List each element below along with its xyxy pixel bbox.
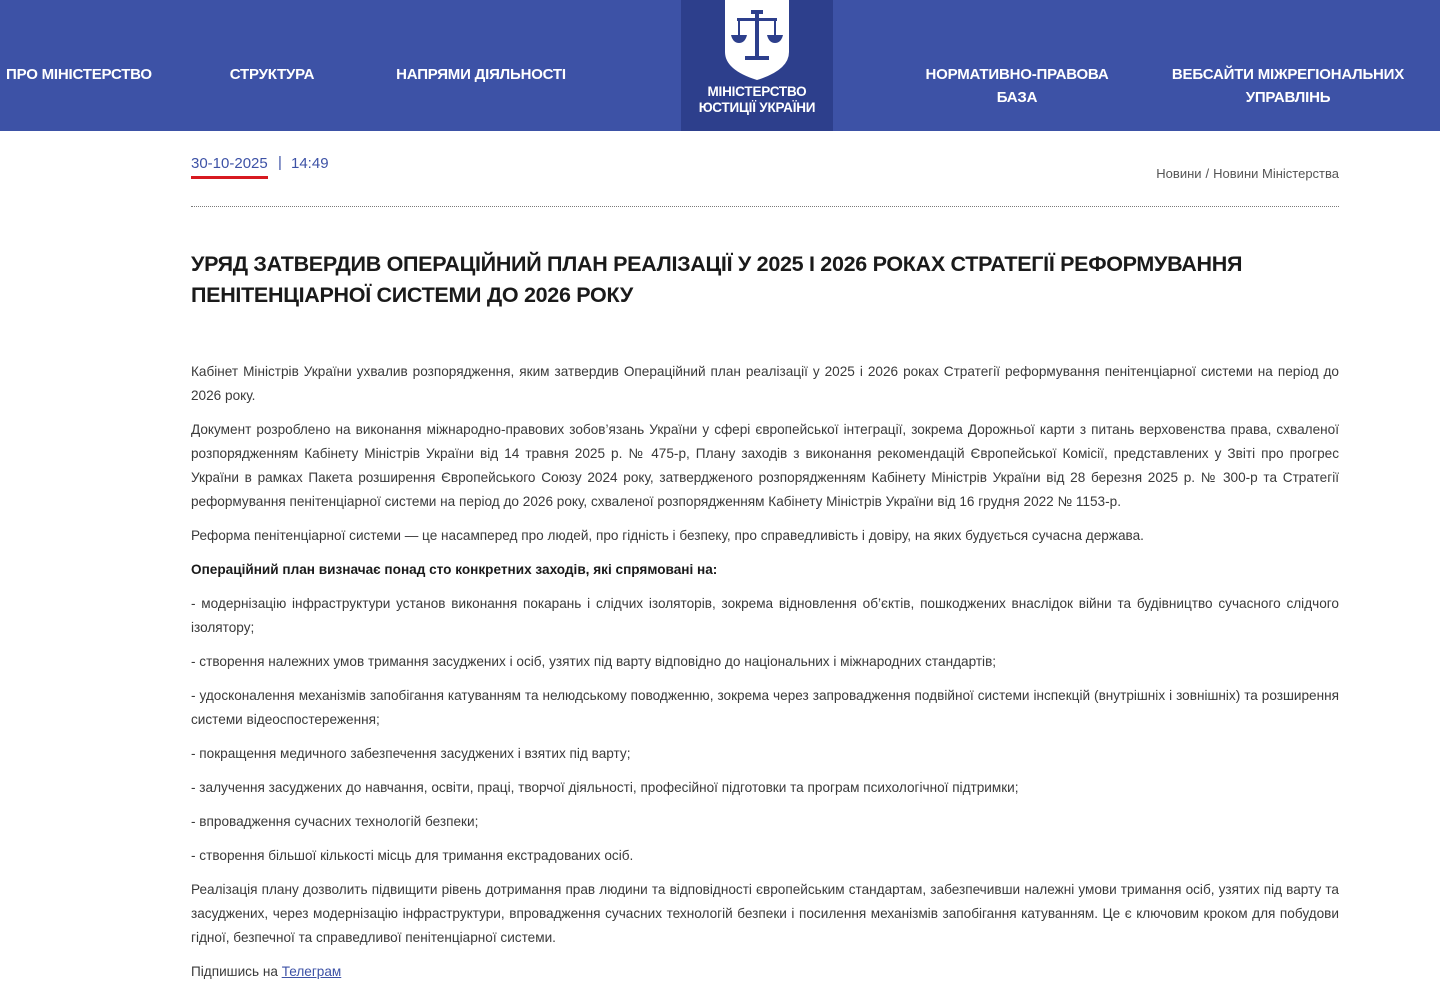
logo-line-2: ЮСТИЦІЇ УКРАЇНИ bbox=[698, 100, 816, 115]
telegram-link[interactable]: Телеграм bbox=[281, 964, 342, 979]
ministry-logo[interactable] bbox=[681, 0, 833, 131]
list-item: - створення більшої кількості місць для тримання екстрадованих осіб. bbox=[191, 848, 634, 863]
subscribe-line bbox=[191, 960, 1339, 984]
breadcrumb-ministry-news[interactable]: Новини Міністерства bbox=[1213, 166, 1339, 181]
scales-emblem-icon bbox=[725, 0, 789, 80]
nav-regional-websites-line-2: УПРАВЛІНЬ bbox=[1245, 89, 1331, 106]
breadcrumb-separator: / bbox=[1205, 166, 1210, 181]
list-item: - створення належних умов тримання засуджених і осіб, узятих під варту відповідно до національних і міжнародних стандартів; bbox=[191, 654, 997, 669]
list-item: - удосконалення механізмів запобігання катуванням та нелюдському поводженню, зокрема через запровадження подвійної системи інспекцій (внутрішніх і зовнішніх) та розширення системи відеоспостереження; bbox=[191, 688, 1339, 727]
nav-legal-base-line-2: БАЗА bbox=[996, 89, 1038, 106]
nav-activities[interactable]: НАПРЯМИ ДІЯЛЬНОСТІ bbox=[396, 66, 566, 83]
nav-regional-websites-line-1: ВЕБСАЙТИ МІЖРЕГІОНАЛЬНИХ bbox=[1171, 66, 1405, 83]
publish-date: 30-10-2025 bbox=[191, 155, 268, 179]
nav-structure[interactable]: СТРУКТУРА bbox=[229, 66, 315, 83]
logo-line-1: МІНІСТЕРСТВО bbox=[707, 84, 807, 99]
paragraph: Документ розроблено на виконання міжнародно-правових зобов’язань України у сфері європейської інтеграції, зокрема Дорожньої карти з питань верховенства права, схваленої розпорядженням Кабінету Міністрів України від 14 травня 2025 р. № 475-р, Плану заходів з виконання рекомендацій Європейської Комісії, представлених у Звіті про прогрес України в рамках Пакета розширення Європейського Союзу 2024 року, затвердженого розпорядженням Кабінету Міністрів України від 28 березня 2025 р. № 300-р та Стратегії реформування пенітенціарної системи на період до 2026 року, схваленої розпорядженням Кабінету Міністрів України від 16 грудня 2022 № 1153-р. bbox=[191, 422, 1339, 509]
article-content bbox=[191, 131, 1339, 994]
nav-legal-base-line-1: НОРМАТИВНО-ПРАВОВА bbox=[925, 66, 1109, 83]
subscribe-prefix: Підпишись на bbox=[191, 964, 282, 979]
paragraph: Реалізація плану дозволить підвищити рівень дотримання прав людини та відповідності європейським стандартам, забезпечивши належні умови тримання осіб, узятих під варту та засуджених, через модернізацію інфраструктури, впровадження сучасних технологій безпеки і посилення механізмів запобігання катуванням. Це є ключовим кроком для побудови гідної, безпечної та справедливої пенітенціарної системи. bbox=[191, 882, 1339, 945]
article-meta bbox=[191, 131, 1339, 207]
list-item: - покращення медичного забезпечення засуджених і взятих під варту; bbox=[191, 746, 631, 761]
paragraph: Реформа пенітенціарної системи — це насамперед про людей, про гідність і безпеку, про справедливість і довіру, на яких будується сучасна держава. bbox=[191, 528, 1144, 543]
article-body bbox=[191, 360, 1339, 984]
article-title: УРЯД ЗАТВЕРДИВ ОПЕРАЦІЙНИЙ ПЛАН РЕАЛІЗАЦІЇ У 2025 І 2026 РОКАХ СТРАТЕГІЇ РЕФОРМУВАННЯ ПЕНІТЕНЦІАРНОЇ СИСТЕМИ ДО 2026 РОКУ bbox=[191, 252, 1243, 307]
nav-legal-base[interactable] bbox=[914, 63, 1120, 109]
publish-time: 14:49 bbox=[291, 155, 329, 172]
breadcrumb-news[interactable]: Новини bbox=[1156, 166, 1202, 181]
nav-about-ministry[interactable]: ПРО МІНІСТЕРСТВО bbox=[6, 66, 152, 83]
plan-intro-heading: Операційний план визначає понад сто конкретних заходів, які спрямовані на: bbox=[191, 562, 718, 577]
breadcrumb bbox=[1156, 166, 1339, 181]
list-item: - модернізацію інфраструктури установ виконання покарань і слідчих ізоляторів, зокрема відновлення об’єктів, пошкоджених внаслідок війни та будівництво сучасного слідчого ізолятору; bbox=[191, 596, 1339, 635]
paragraph: Кабінет Міністрів України ухвалив розпорядження, яким затвердив Операційний план реалізації у 2025 і 2026 роках Стратегії реформування пенітенціарної системи на період до 2026 року. bbox=[191, 364, 1339, 403]
logo-text bbox=[681, 84, 833, 116]
site-header bbox=[0, 0, 1440, 131]
list-item: - впровадження сучасних технологій безпеки; bbox=[191, 814, 479, 829]
nav-regional-websites[interactable] bbox=[1160, 63, 1416, 109]
list-item: - залучення засуджених до навчання, освіти, праці, творчої діяльності, професійної підготовки та програм психологічної підтримки; bbox=[191, 780, 1019, 795]
date-time-separator: | bbox=[278, 154, 282, 171]
